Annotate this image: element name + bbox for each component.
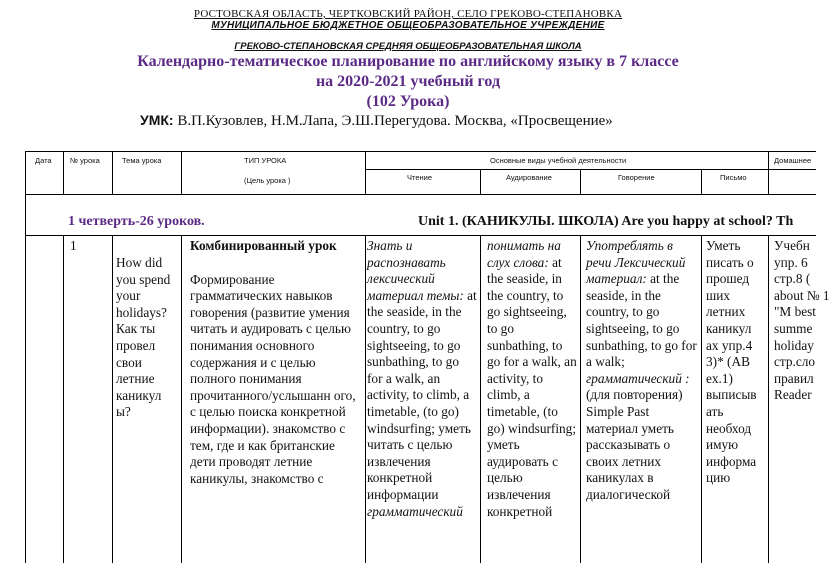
col-line-writing bbox=[768, 151, 769, 195]
listening-cell bbox=[487, 238, 578, 520]
institution-line: МУНИЦИПАЛЬНОЕ БЮДЖЕТНОЕ ОБЩЕОБРАЗОВАТЕЛЬНОЕ УЧРЕЖДЕНИЕ bbox=[211, 20, 605, 31]
col-line-num bbox=[112, 151, 113, 195]
lesson-number: 1 bbox=[70, 238, 77, 253]
speaking-grammar: грамматический : bbox=[586, 370, 690, 386]
col-line-writing-body bbox=[768, 235, 769, 563]
header-listening: Аудирование bbox=[506, 173, 552, 182]
lesson-type-title: Комбинированный урок bbox=[190, 238, 337, 253]
unit-row-line bbox=[25, 235, 816, 236]
speaking-text: at the seaside, in the country, to go sightseeing, to go sunbathing, to go for a walk; bbox=[586, 271, 697, 370]
header-date: Дата bbox=[35, 156, 52, 165]
lesson-topic: How did you spend your holidays? Как ты провел свои летние каникул ы? bbox=[116, 255, 171, 420]
col-line-speaking bbox=[701, 169, 702, 195]
col-line-topic-body bbox=[181, 235, 182, 563]
lesson-type-cell bbox=[190, 238, 362, 487]
school-name: ГРЕКОВО-СТЕПАНОВСКАЯ СРЕДНЯЯ ОБЩЕОБРАЗОВАТЕЛЬНАЯ ШКОЛА bbox=[234, 41, 582, 52]
header-speaking: Говорение bbox=[618, 173, 655, 182]
header-topic: Тема урока bbox=[122, 156, 162, 165]
col-line-num-body bbox=[112, 235, 113, 563]
activities-divider bbox=[365, 169, 816, 170]
region-line: РОСТОВСКАЯ ОБЛАСТЬ, ЧЕРТКОВСКИЙ РАЙОН, СЕЛО ГРЕКОВО-СТЕПАНОВКА bbox=[193, 8, 623, 20]
reading-intro: Знать и распознавать лексический материал темы: bbox=[367, 238, 464, 303]
academic-year: на 2020-2021 учебный год bbox=[315, 73, 501, 90]
col-line-listening bbox=[580, 169, 581, 195]
col-line-listening-body bbox=[580, 235, 581, 563]
col-line-speaking-body bbox=[701, 235, 702, 563]
listening-intro: понимать на слух слова: bbox=[487, 238, 561, 270]
col-line-reading-body bbox=[480, 235, 481, 563]
col-line-type-body bbox=[365, 235, 366, 563]
textbook-authors bbox=[140, 112, 613, 130]
speaking-text-2: (для повторения) Simple Past материал уметь рассказывать о своих летних каникулах в диалогической bbox=[586, 387, 683, 502]
col-line-reading bbox=[480, 169, 481, 195]
header-writing: Письмо bbox=[720, 173, 747, 182]
listening-text: at the seaside, in the country, to go sightseeing, to go sunbathing, to go for a walk, an activity, to climb, a timetable, (to go) windsurfing; уметь аудировать с целью извлечения конкретной bbox=[487, 254, 577, 519]
header-bottom-line bbox=[25, 194, 816, 195]
header-homework: Домашнее bbox=[774, 156, 812, 165]
header-lesson-type: ТИП УРОКА bbox=[244, 156, 287, 165]
table-border-left bbox=[25, 151, 26, 563]
umk-label: УМК: bbox=[140, 112, 174, 128]
reading-grammar: грамматический bbox=[367, 503, 463, 519]
homework-cell: Учебн упр. 6 стр.8 ( about № 1 "М best summe holiday стр.сло правил Reader bbox=[774, 238, 830, 403]
header-lesson-goal: (Цель урока ) bbox=[244, 176, 291, 185]
lesson-count: (102 Урока) bbox=[366, 93, 450, 110]
col-line-type bbox=[365, 151, 366, 195]
header-activities: Основные виды учебной деятельности bbox=[490, 156, 627, 165]
reading-cell bbox=[367, 238, 477, 520]
plan-title: Календарно-тематическое планирование по английскому языку в 7 классе bbox=[137, 53, 679, 70]
umk-text: В.П.Кузовлев, Н.М.Лапа, Э.Ш.Перегудова. Москва, «Просвещение» bbox=[173, 113, 613, 129]
reading-text: at the seaside, in the country, to go sightseeing, to go sunbathing, to go for a walk, an activity, to climb, a timetable, (to go) windsurfing; уметь читать с целью извлечения конкретной информации bbox=[367, 287, 477, 502]
col-line-date-body bbox=[63, 235, 64, 563]
header-reading: Чтение bbox=[407, 173, 433, 182]
unit-title: Unit 1. (КАНИКУЛЫ. ШКОЛА) Are you happy at school? Th bbox=[418, 214, 794, 229]
header-lesson-number: № урока bbox=[70, 156, 100, 165]
col-line-date bbox=[63, 151, 64, 195]
col-line-topic bbox=[181, 151, 182, 195]
writing-cell: Уметь писать о прошед ших летних каникул ах упр.4 3)* (АВ ex.1) выписыв ать необход имую информа цию bbox=[706, 238, 757, 486]
lesson-goal-text: Формирование грамматических навыков говорения (развитие умения читать и аудировать с целью понимания основного содержания и с целью полного понимания прочитанного/услышанн ого, с целью поиска конкретной информации). знакомство с тем, где и как британские дети проводят летние каникулы, знакомство с bbox=[190, 271, 356, 486]
quarter-label: 1 четверть-26 уроков. bbox=[68, 214, 205, 229]
speaking-cell bbox=[586, 238, 698, 504]
speaking-intro: Употреблять в речи Лексический материал: bbox=[586, 238, 686, 287]
table-border-top bbox=[25, 151, 816, 152]
